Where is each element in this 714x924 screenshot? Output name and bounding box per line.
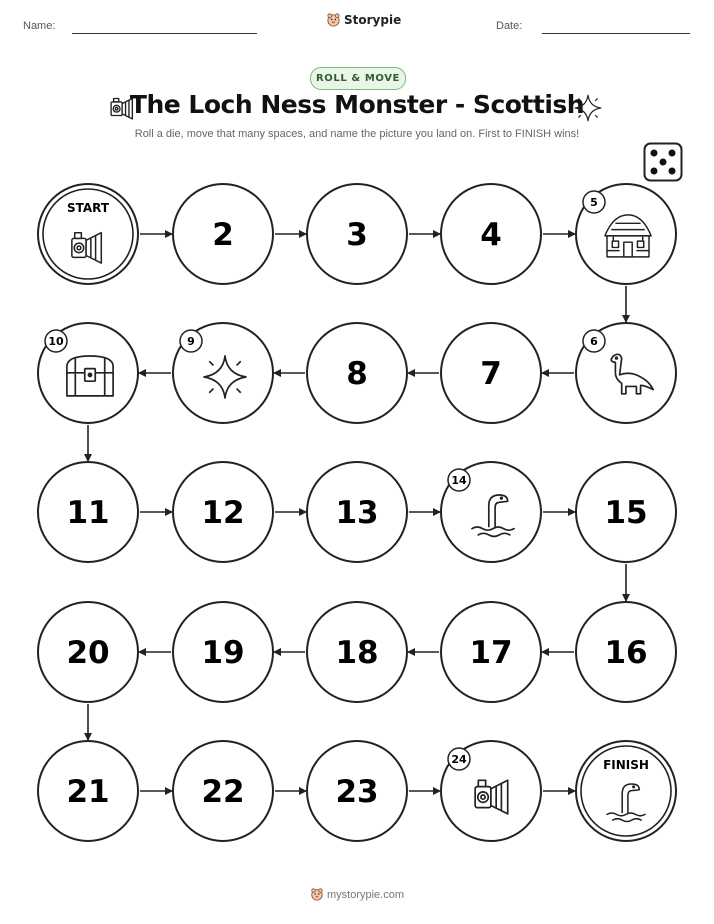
space-number: 11 xyxy=(66,495,110,531)
date-label: Date: xyxy=(496,20,523,32)
space-15[interactable] xyxy=(576,462,676,562)
space-number: 8 xyxy=(346,356,368,392)
space-start[interactable] xyxy=(38,184,138,284)
space-circle xyxy=(38,184,138,284)
space-8[interactable] xyxy=(307,323,407,423)
space-number: 17 xyxy=(469,635,513,671)
space-label: FINISH xyxy=(603,758,649,772)
space-16[interactable] xyxy=(576,602,676,702)
space-9[interactable] xyxy=(173,323,273,423)
space-2[interactable] xyxy=(173,184,273,284)
space-3[interactable] xyxy=(307,184,407,284)
space-circle xyxy=(576,741,676,841)
footer-url[interactable]: mystorypie.com xyxy=(326,889,405,901)
space-number: 4 xyxy=(480,217,502,253)
brand-name: Storypie xyxy=(344,12,402,27)
space-number: 9 xyxy=(187,335,195,348)
space-finish[interactable] xyxy=(576,741,676,841)
space-label: START xyxy=(66,201,110,215)
space-10[interactable] xyxy=(38,323,138,423)
space-6[interactable] xyxy=(576,323,676,423)
space-24[interactable] xyxy=(441,741,541,841)
space-5[interactable] xyxy=(576,184,676,284)
space-number: 18 xyxy=(335,635,379,671)
space-number: 2 xyxy=(212,217,234,253)
space-11[interactable] xyxy=(38,462,138,562)
space-17[interactable] xyxy=(441,602,541,702)
space-number: 23 xyxy=(335,774,379,810)
space-number: 13 xyxy=(335,495,379,531)
space-23[interactable] xyxy=(307,741,407,841)
space-number: 15 xyxy=(604,495,648,531)
space-number: 16 xyxy=(604,635,648,671)
space-12[interactable] xyxy=(173,462,273,562)
space-number: 14 xyxy=(451,474,467,487)
space-number: 10 xyxy=(48,335,64,348)
space-number: 21 xyxy=(66,774,110,810)
space-number: 19 xyxy=(201,635,245,671)
space-number: 20 xyxy=(66,635,110,671)
space-number: 24 xyxy=(451,753,467,766)
space-number: 22 xyxy=(201,774,245,810)
space-19[interactable] xyxy=(173,602,273,702)
name-label: Name: xyxy=(23,20,56,32)
space-number: 12 xyxy=(201,495,245,531)
space-7[interactable] xyxy=(441,323,541,423)
space-18[interactable] xyxy=(307,602,407,702)
page-title: The Loch Ness Monster - Scottish xyxy=(129,90,585,119)
space-20[interactable] xyxy=(38,602,138,702)
space-4[interactable] xyxy=(441,184,541,284)
space-22[interactable] xyxy=(173,741,273,841)
treasure-chest-icon xyxy=(67,356,113,396)
space-number: 5 xyxy=(590,196,598,209)
space-number: 3 xyxy=(346,217,368,253)
space-14[interactable] xyxy=(441,462,541,562)
space-number: 7 xyxy=(480,356,502,392)
space-21[interactable] xyxy=(38,741,138,841)
activity-badge: ROLL & MOVE xyxy=(310,67,406,90)
space-number: 6 xyxy=(590,335,598,348)
storypie-logo-icon xyxy=(310,887,324,901)
space-13[interactable] xyxy=(307,462,407,562)
footer xyxy=(0,887,714,901)
instructions: Roll a die, move that many spaces, and name the picture you land on. First to FINISH wins! xyxy=(134,128,580,140)
